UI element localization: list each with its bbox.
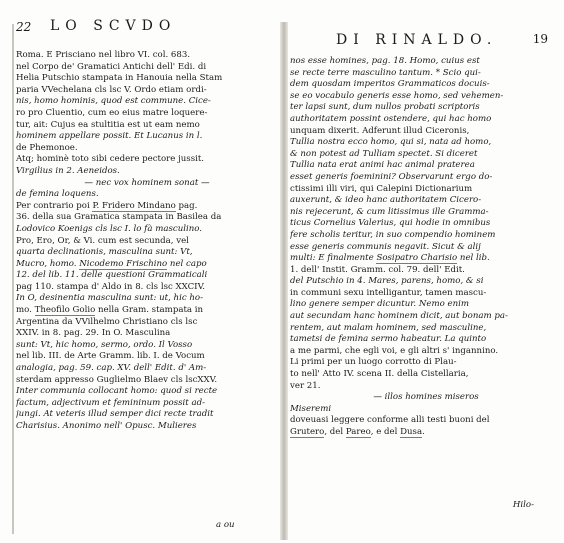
right-text-line: unquam dixerit. Adferunt illud Ciceronis, [290, 125, 470, 136]
right-text-line: ctissimi illi viri, qui Calepini Dictionarium [290, 183, 473, 194]
left-text-line: 36. della sua Gramatica stampata in Basilea da [16, 212, 222, 223]
left-running-title: LO SCVDO [50, 18, 177, 34]
right-text-line: Tullia nostra ecco homo, qui si, nata ad homo, [290, 137, 492, 148]
left-text-line: tur, ait: Cujus ea stultitia est ut eam nemo [16, 119, 200, 130]
right-text-line: esset generis foeminini? Observarunt ergo do- [290, 171, 493, 182]
right-text-line: 1. dell' Instit. Gramm. col. 79. dell' Edit. [290, 264, 465, 275]
highlighted-name: Nicodemo Frischino [79, 258, 168, 269]
left-text-line: Inter communia collocant homo: quod si recte [16, 386, 218, 397]
highlighted-name: P. Fridero Mindano [92, 200, 176, 211]
left-text-line: Argentina da VVilhelmo Christiano cls lsc [16, 316, 198, 327]
right-text-line: se eo vocabulo generis esse homo, sed vehemen- [290, 90, 504, 101]
right-text-line: Tullia nata erat animi hac animal praterea [290, 160, 475, 171]
right-text-line: to nell' Atto IV. scena II. della Cistellaria, [290, 369, 469, 380]
right-running-title: DI RINALDO. [336, 32, 498, 48]
right-page-number: 19 [532, 32, 548, 46]
left-text-line: jungi. At veteris illud semper dici recte tradit [16, 409, 214, 420]
right-text-line: ter lapsi sunt, dum nullos probati scriptoris [290, 102, 480, 113]
highlighted-name: Dusa [400, 427, 423, 437]
left-text-line: 12. del lib. 11. delle questioni Grammaticali [16, 270, 208, 281]
left-text-line: nel Corpo de' Gramatici Antichi dell' Edi. di [16, 61, 207, 72]
left-text-line: de femina loquens. [16, 189, 99, 200]
left-text-line: de Phemonoe. [16, 142, 78, 153]
right-text-line: Grutero, del Pareo, e del Dusa. [290, 427, 425, 437]
right-text-line: del Putschio in 4. Mares, parens, homo, & si [290, 276, 484, 287]
left-text-line: Virgilius in 2. Aeneidos. [16, 165, 120, 176]
right-text-line: Miseremi [290, 403, 332, 414]
book-gutter [280, 22, 288, 540]
right-text-line: se recte terre masculino tantum. * Scio qui- [290, 67, 481, 78]
left-text-line: Helia Putschio stampata in Hanouia nella Stam [16, 73, 223, 84]
left-text-line: mo. Theofilo Golio nella Gram. stampata in [16, 305, 204, 316]
right-text-line: nis rejecerunt, & cum litissimus ille Gramma- [290, 206, 489, 217]
left-text-line: In O, desinentia masculina sunt: ut, hic ho- [16, 293, 203, 304]
highlighted-name: Sosipatro Charisio [376, 253, 458, 264]
left-signature: a ou [216, 520, 235, 530]
left-text-line: factum, adjectivum et femininum possit ad- [16, 397, 206, 408]
left-text-line: pag 110. stampa d' Aldo in 8. cls lsc XXCIV. [16, 281, 206, 292]
left-text-line: Atq; hominè toto sibi cedere pectore jussit. [16, 154, 205, 165]
right-text-line: esse generis communis negavit. Sicut & alij [290, 241, 481, 252]
left-text-line: Charisius. Anonimo nell' Opusc. Mulieres [16, 421, 197, 431]
right-catchword: Hilo- [512, 500, 534, 510]
right-text-line: multi: E finalmente Sosipatro Charisio nel lib. [290, 253, 490, 264]
left-text-line: quarta declinationis, masculina sunt: Vt, [16, 247, 193, 258]
left-text-line: Lodovico Koenigs cls lsc I. lo fà masculino. [16, 223, 203, 234]
left-text-line: sunt: Vt, hic homo, sermo, ordo. Il Vosso [16, 339, 193, 350]
left-page-edge [12, 24, 14, 534]
right-text-line: in communi sexu intelligantur, tamen mascu- [290, 287, 487, 298]
right-text-line: dem quosdam imperitos Grammaticos docuis- [290, 79, 490, 90]
right-text-line: authoritatem possint ostendere, qui hac homo [290, 113, 492, 124]
right-text-line: lino genere semper dicuntur. Nemo enim [290, 299, 470, 310]
right-text-line: & non potest ad Tulliam spectet. Si diceret [290, 148, 478, 159]
left-text-line: — nec vox hominem sonat — [84, 177, 210, 188]
right-text-line: — illos homines miseros [373, 392, 479, 403]
right-text-line: auxerunt, & ideo hanc authoritatem Cicero- [290, 195, 482, 206]
right-text-line: aut secundam hanc hominem dicit, aut bonam pa- [290, 311, 508, 322]
left-text-line: nel lib. III. de Arte Gramm. lib. I. de Vocum [16, 351, 205, 362]
left-text-line: XXIV. in 8. pag. 29. In O. Masculina [16, 328, 171, 339]
left-text-line: nis, homo hominis, quod est commune. Cice- [16, 96, 211, 107]
left-text-line: paria VVechelana cls lsc V. Ordo etiam ordi- [16, 84, 207, 95]
left-text-line: Mucro, homo. Nicodemo Frischino nel capo [16, 258, 207, 269]
right-page-body [290, 56, 562, 439]
left-text-line: Pro, Ero, Or, & Vi. cum est secunda, vel [16, 235, 189, 246]
right-text-line: ticus Cornelius Valerius, qui hodie in omnibus [290, 218, 491, 229]
left-page [16, 0, 278, 543]
left-page-number: 22 [16, 20, 32, 34]
right-text-line: rentem, aut malam hominem, sed masculine, [290, 322, 487, 333]
left-text-line: sterdam appresso Guglielmo Blaev cls lscXXV. [16, 374, 218, 385]
right-text-line: Li primi per un luogo corrotto di Plau- [290, 357, 457, 368]
left-text-line: Roma. E Prisciano nel libro VI. col. 683. [16, 50, 191, 60]
highlighted-name: Grutero [290, 427, 325, 437]
left-text-line: Per contrario poi P. Fridero Mindano pag. [16, 200, 198, 211]
right-text-line: tametsi de femina sermo habeatur. La quinto [290, 334, 487, 345]
right-text-line: nos esse homines, pag. 18. Homo, cuius est [290, 56, 480, 66]
right-text-line: doveuasi leggere conforme alli testi buoni del [290, 415, 490, 426]
right-text-line: a me parmi, che egli voi, e gli altri s' ingannino. [290, 345, 499, 356]
left-text-line: ro pro Cluentio, cum eo eius matre loquere- [16, 107, 208, 118]
highlighted-name: Pareo [345, 427, 371, 437]
left-text-line: analogia, pag. 59. cap. XV. dell' Edit. d' Am- [16, 363, 207, 374]
right-page [290, 0, 562, 543]
right-text-line: ver 21. [290, 380, 321, 391]
right-text-line: fere scholis teritur, in suo compendio hominem [290, 229, 496, 240]
left-page-body [16, 50, 278, 433]
left-text-line: hominem appellare possit. Et Lucanus in l. [16, 131, 203, 142]
highlighted-name: Theofilo Golio [34, 305, 96, 316]
